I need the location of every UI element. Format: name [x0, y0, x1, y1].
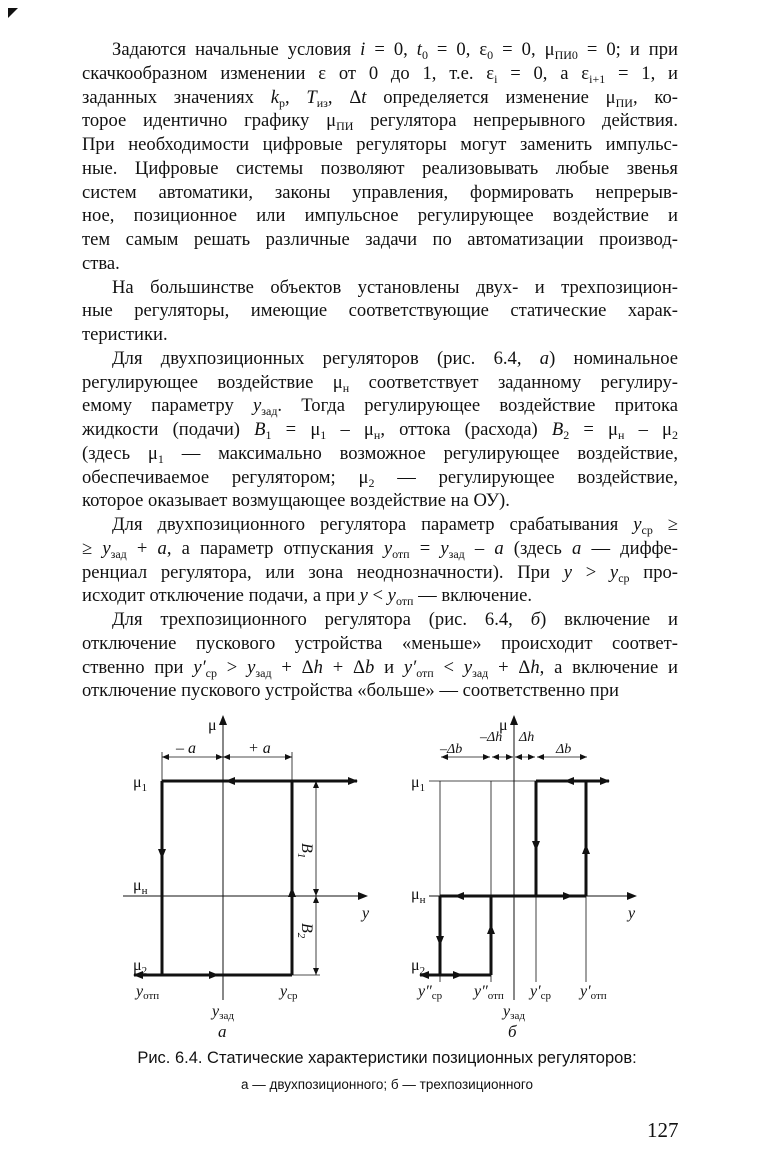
text-segment: которое оказывает возмущающее воздействие на ОУ).: [82, 490, 510, 512]
text-segment: тем самым решать различные задачи по автоматизации производ-: [82, 229, 678, 250]
label-dh: Δh: [519, 730, 535, 745]
text-segment: (здесь μ: [82, 442, 158, 464]
text-segment: + Δ: [271, 656, 314, 678]
text-segment: 2: [563, 428, 570, 442]
text-segment: Для двухпозиционных регуляторов (рис. 6.4,: [112, 347, 540, 369]
text-segment: ,: [284, 86, 307, 108]
text-segment: y: [387, 585, 396, 607]
text-segment: 0: [421, 48, 428, 62]
text-segment: t: [361, 86, 367, 108]
figure-subcaption: а — двухпозиционного; б — трехпозиционного: [240, 1077, 534, 1092]
text-segment: <: [433, 656, 464, 678]
text-segment: – μ: [326, 419, 374, 440]
label-y-otp: yотп: [136, 983, 160, 1002]
text-segment: 1: [157, 451, 164, 466]
text-segment: ср: [618, 570, 630, 585]
text-segment: соответствует заданному регулиру-: [349, 371, 678, 393]
text-segment: ср: [641, 523, 653, 537]
text-segment: жидкости (подачи): [82, 419, 255, 440]
text-segment: a: [572, 537, 582, 559]
text-segment: , Δ: [327, 86, 362, 108]
text-segment: — регулирующее воздействие,: [374, 466, 678, 488]
label-y-axis: y: [628, 905, 636, 922]
text-segment: ственно при: [82, 656, 194, 678]
text-segment: , оттока (расхода): [380, 419, 552, 440]
label-minus-a: – a: [176, 740, 196, 757]
label-mu1: $\mu_1$: [133, 774, 148, 794]
label-mu2: $\mu_2$: [411, 957, 426, 977]
text-segment: y: [440, 537, 449, 559]
text-segment: заданных значениях: [82, 86, 271, 108]
text-segment: скачкообразном изменении ε от 0 до 1, т.е. ε: [82, 62, 495, 84]
text-segment: B: [551, 419, 564, 440]
text-segment: б: [530, 609, 541, 630]
text-segment: y: [463, 656, 473, 678]
text-segment: Для трехпозиционного регулятора (рис. 6.4,: [112, 609, 531, 630]
label-minus-dh: –Δh: [480, 730, 503, 745]
text-segment: = 0, μ: [493, 39, 555, 60]
text-segment: отп: [392, 546, 410, 561]
label-y-zad: yзад: [503, 1003, 525, 1022]
label-y-sr: yср: [280, 983, 298, 1002]
text-segment: y: [247, 656, 256, 678]
text-segment: зад: [448, 546, 465, 561]
text-segment: . Тогда регулирующее воздействие притока: [277, 395, 678, 417]
text-segment: a: [494, 537, 504, 559]
label-y-zad: yзад: [212, 1003, 234, 1022]
text-segment: н: [617, 428, 625, 442]
text-segment: a: [157, 537, 167, 559]
text-segment: р: [278, 95, 285, 110]
text-segment: , а параметр отпускания: [166, 537, 384, 559]
text-segment: h: [313, 656, 323, 678]
text-segment: отп: [416, 665, 434, 680]
text-segment: = 0,: [365, 39, 417, 60]
text-segment: i+1: [589, 71, 606, 86]
text-segment: h: [530, 656, 540, 678]
text-segment: y: [102, 537, 111, 559]
text-segment: B: [254, 419, 266, 440]
text-segment: = 1, и: [605, 62, 678, 84]
text-segment: зад: [472, 665, 489, 680]
text-segment: ПИ: [336, 119, 354, 134]
text-segment: –: [464, 537, 495, 559]
text-segment: y: [609, 561, 619, 583]
text-segment: + Δ: [322, 656, 365, 678]
text-segment: ) включение и: [540, 609, 678, 630]
label-db: Δb: [556, 742, 572, 757]
label-B1: $B_1$: [295, 843, 315, 859]
text-segment: торое идентично графику μ: [82, 110, 337, 132]
text-segment: (здесь: [503, 537, 573, 559]
text-segment: i: [494, 71, 498, 86]
text-segment: y: [252, 395, 262, 417]
text-segment: y: [359, 585, 368, 607]
label-y-sr1: y′ср: [530, 983, 551, 1002]
panel-b-chart: [420, 716, 636, 1000]
text-segment: ПИ0: [554, 48, 578, 62]
text-segment: >: [216, 656, 248, 678]
label-mu: μ: [499, 717, 508, 734]
text-segment: 2: [672, 428, 678, 442]
text-segment: теристики.: [82, 324, 168, 345]
text-segment: регулирующее воздействие μ: [82, 371, 343, 393]
text-segment: = 0, а ε: [497, 62, 590, 84]
label-mu: μ: [208, 717, 217, 734]
label-B2: $B_2$: [295, 923, 315, 939]
text-segment: — максимально возможное регулирующее воздействие,: [163, 442, 678, 464]
text-segment: = μ: [271, 419, 321, 440]
text-segment: y: [563, 561, 572, 583]
panel-a-chart: [123, 716, 367, 1000]
text-segment: На большинстве объектов установлены двух- и трехпозицион-: [112, 276, 678, 298]
text-segment: – μ: [624, 419, 672, 440]
text-segment: — включение.: [413, 585, 533, 607]
label-minus-db: –Δb: [440, 742, 463, 757]
text-segment: y: [383, 537, 393, 559]
text-segment: +: [126, 537, 158, 559]
text-segment: , а включение и: [539, 656, 678, 678]
text-segment: Задаются начальные условия: [112, 39, 361, 60]
text-segment: ПИ: [615, 95, 633, 110]
panel-b-letter: б: [508, 1022, 517, 1041]
text-segment: = μ: [569, 419, 618, 440]
text-segment: определяется изменение μ: [366, 86, 616, 108]
text-segment: ные регуляторы, имеющие соответствующие статические харак-: [82, 300, 678, 322]
figure-caption: Рис. 6.4. Статические характеристики позиционных регуляторов:: [137, 1049, 637, 1067]
text-segment: = 0; и при: [577, 39, 678, 60]
panel-a-letter: а: [218, 1022, 227, 1041]
text-segment: >: [571, 561, 610, 583]
text-segment: ≥: [82, 537, 103, 559]
text-segment: зад: [110, 546, 127, 561]
text-segment: обеспечиваемое регулятором; μ: [82, 466, 369, 488]
label-y-sr2: y″ср: [418, 983, 443, 1002]
text-segment: + Δ: [488, 656, 531, 678]
label-mu-n: $\mu_н$: [133, 877, 148, 897]
text-segment: — диффе-: [581, 537, 679, 559]
text-segment: из: [316, 95, 328, 110]
text-segment: y: [633, 514, 642, 535]
text-segment: <: [367, 585, 388, 607]
text-segment: зад: [261, 404, 278, 419]
label-mu-n: $\mu_н$: [411, 886, 426, 906]
text-segment: , ко-: [632, 86, 678, 108]
label-y-axis: y: [362, 905, 370, 922]
text-segment: ср: [205, 665, 217, 680]
text-segment: ное, позиционное или импульсное регулирующее воздействие и: [82, 205, 678, 227]
text-segment: 0: [487, 48, 494, 62]
page-number: 127: [647, 1118, 679, 1142]
text-segment: y′: [403, 656, 417, 678]
text-segment: отключение пускового устройства «больше» — соответственно при: [82, 680, 619, 702]
text-segment: При необходимости цифровые регуляторы могут заменить импульс-: [82, 134, 678, 155]
text-segment: ренциал регулятора, или зона неоднозначности). При: [82, 561, 564, 583]
text-segment: = 0, ε: [427, 39, 488, 60]
text-segment: а: [539, 347, 550, 369]
text-segment: н: [342, 380, 350, 395]
text-segment: y′: [193, 656, 206, 678]
text-segment: k: [270, 86, 279, 108]
text-segment: =: [409, 537, 441, 559]
text-segment: T: [306, 86, 317, 108]
label-y-otp1: y′отп: [580, 983, 607, 1002]
text-segment: ства.: [82, 252, 120, 274]
text-segment: исходит отключение подачи, а при: [82, 585, 360, 607]
text-segment: Для двухпозиционного регулятора параметр срабатывания: [112, 514, 634, 535]
text-segment: b: [365, 656, 375, 678]
text-segment: емому параметру: [82, 395, 253, 417]
text-segment: 1: [320, 428, 327, 442]
text-segment: и: [374, 656, 404, 678]
text-segment: отп: [395, 594, 414, 609]
text-segment: 2: [368, 475, 375, 490]
text-segment: ) номинальное: [549, 347, 679, 369]
text-segment: i: [360, 39, 366, 60]
label-mu2: $\mu_2$: [133, 957, 148, 977]
text-segment: систем автоматики, законы управления, формировать непрерыв-: [82, 181, 678, 203]
label-plus-a: + a: [248, 740, 271, 757]
text-segment: t: [416, 39, 422, 60]
text-segment: ≥: [652, 514, 678, 535]
label-mu1: $\mu_1$: [411, 774, 426, 794]
text-segment: н: [373, 428, 381, 442]
label-y-otp2: y″отп: [474, 983, 504, 1002]
text-segment: регулятора непрерывного действия.: [353, 110, 678, 132]
text-segment: ные. Цифровые системы позволяют реализовывать любые звенья: [82, 157, 678, 179]
text-segment: зад: [255, 665, 272, 680]
text-segment: отключение пускового устройства «меньше» происходит соответ-: [82, 632, 678, 654]
text-segment: 1: [265, 428, 272, 442]
text-segment: про-: [629, 561, 678, 583]
